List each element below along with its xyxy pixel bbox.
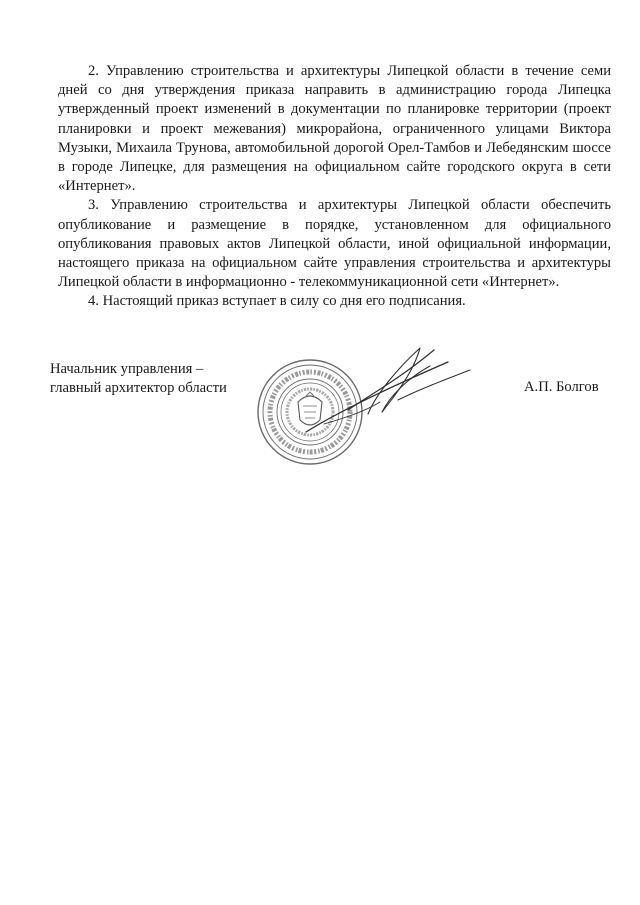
official-seal-icon	[248, 340, 478, 480]
signer-position	[50, 360, 227, 398]
signer-name: А.П. Болгов	[524, 379, 599, 395]
signature-block	[0, 340, 640, 480]
paragraph-3: 3. Управлению строительства и архитектуры Липецкой области обеспечить опубликование и размещение в порядке, установленном для официального опубликования правовых актов Липецкой области, иной официальной информации, настоящего приказа на официальном сайте управления строительства и архитектуры Липецкой области в информационно - телекоммуникационной сети «Интернет».	[58, 197, 611, 291]
paragraph-4: 4. Настоящий приказ вступает в силу со дня его подписания.	[88, 293, 466, 310]
signer-position-line-1: Начальник управления –	[50, 361, 204, 377]
document-body	[58, 62, 611, 312]
paragraph-2: 2. Управлению строительства и архитектуры Липецкой области в течение семи дней со дня утверждения приказа направить в администрацию города Липецка утвержденный проект изменений в документации по планировке территории (проект планировки и проект межевания) микрорайона, ограниченного улицами Виктора Музыки, Михаила Трунова, автомобильной дорогой Орел-Тамбов и Лебедянским шоссе в городе Липецке, для размещения на официальном сайте городского округа в сети «Интернет».	[58, 63, 611, 195]
signer-position-line-2: главный архитектор области	[50, 380, 227, 397]
